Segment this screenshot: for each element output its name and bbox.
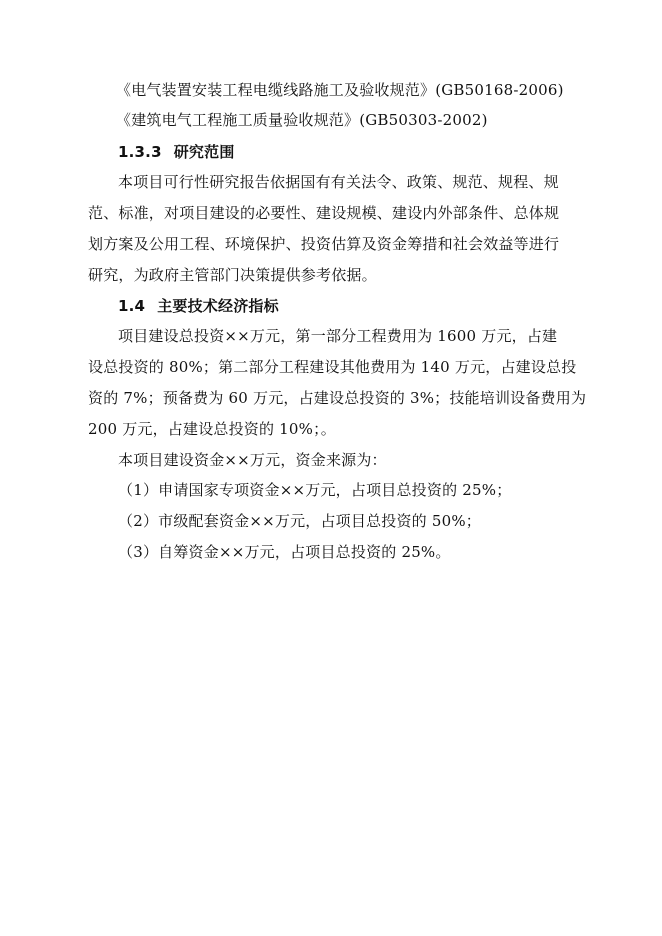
paragraph-line: 项目建设总投资××万元，第一部分工程费用为 1600 万元，占建	[118, 327, 558, 345]
paragraph-line: 本项目建设资金××万元，资金来源为：	[118, 451, 387, 469]
paragraph-line: 设总投资的 80%；第二部分工程建设其他费用为 140 万元，占建设总投	[88, 358, 577, 376]
section-title: 主要技术经济指标	[157, 297, 279, 315]
section-heading-1-4	[118, 296, 279, 316]
paragraph-line: 200 万元，占建设总投资的 10%；。	[88, 420, 337, 438]
funding-item-3: （3）自筹资金××万元，占项目总投资的 25%。	[118, 543, 451, 561]
standard-reference-1: 《电气装置安装工程电缆线路施工及验收规范》(GB50168-2006)	[116, 81, 564, 99]
funding-item-2: （2）市级配套资金××万元，占项目总投资的 50%；	[118, 512, 481, 530]
paragraph-line: 资的 7%；预备费为 60 万元，占建设总投资的 3%；技能培训设备费用为	[88, 389, 587, 407]
section-title: 研究范围	[173, 143, 235, 161]
funding-item-1: （1）申请国家专项资金××万元，占项目总投资的 25%；	[118, 481, 512, 499]
section-number: 1.4	[118, 297, 146, 315]
standard-reference-2: 《建筑电气工程施工质量验收规范》(GB50303-2002)	[116, 111, 488, 129]
paragraph-line: 本项目可行性研究报告依据国有有关法令、政策、规范、规程、规	[118, 173, 559, 191]
section-number: 1.3.3	[118, 143, 162, 161]
paragraph-line: 范、标准，对项目建设的必要性、建设规模、建设内外部条件、总体规	[88, 204, 560, 222]
section-heading-1-3-3	[118, 142, 235, 162]
paragraph-line: 研究，为政府主管部门决策提供参考依据。	[88, 266, 377, 284]
paragraph-line: 划方案及公用工程、环境保护、投资估算及资金筹措和社会效益等进行	[88, 235, 560, 253]
